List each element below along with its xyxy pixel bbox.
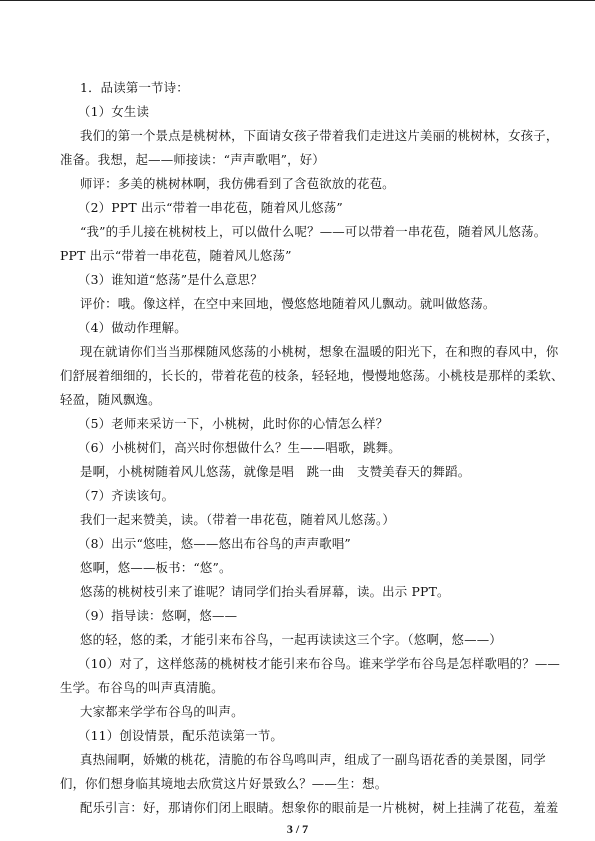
- text-line: 们，你们想身临其境地去欣赏这片好景致么？——生：想。: [60, 776, 388, 791]
- text-line: 们舒展着细细的，长长的，带着花苞的枝条，轻轻地，慢慢地悠荡。小桃枝是那样的柔软、: [60, 368, 564, 383]
- text-line: 是啊，小桃树随着风儿悠荡，就像是唱 跳一曲 支赞美春天的舞蹈。: [80, 464, 471, 479]
- text-line: （7）齐读该句。: [78, 488, 175, 503]
- text-line: （6）小桃树们，高兴时你想做什么？生——唱歌，跳舞。: [78, 440, 401, 455]
- text-line: 现在就请你们当当那棵随风悠荡的小桃树，想象在温暖的阳光下，在和煦的春风中，你: [80, 344, 559, 359]
- text-line: （1）女生读: [78, 104, 150, 119]
- text-line: （11）创设情景，配乐范读第一节。: [78, 728, 284, 743]
- text-line: （4）做动作理解。: [78, 320, 187, 335]
- text-line: （8）出示“悠哇，悠——悠出布谷鸟的声声歌唱”: [78, 536, 351, 551]
- text-line: 真热闹啊，娇嫩的桃花，清脆的布谷鸟鸣叫声，组成了一副鸟语花香的美景图，同学: [80, 752, 546, 767]
- text-line: 我们的第一个景点是桃树林，下面请女孩子带着我们走进这片美丽的桃树林，女孩子，: [80, 128, 559, 143]
- text-line: 1．品读第一节诗：: [80, 80, 189, 95]
- text-line: 评价：哦。像这样，在空中来回地，慢悠悠地随着风儿飘动。就叫做悠荡。: [80, 296, 496, 311]
- text-line: （3）谁知道“悠荡”是什么意思？: [78, 272, 263, 287]
- text-line: 大家都来学学布谷鸟的叫声。: [80, 704, 244, 719]
- text-line: 准备。我想，起——师接读：“声声歌唱”，好）: [60, 152, 325, 167]
- text-line: 悠荡的桃树枝引来了谁呢？请同学们抬头看屏幕，读。出示 PPT。: [80, 584, 450, 599]
- text-line: 生学。布谷鸟的叫声真清脆。: [60, 680, 224, 695]
- text-line: PPT 出示“带着一串花苞，随着风儿悠荡”: [60, 248, 292, 263]
- text-line: “我”的手儿接在桃树枝上，可以做什么呢？——可以带着一串花苞，随着风儿悠荡。: [80, 224, 547, 239]
- text-line: 悠的轻，悠的柔，才能引来布谷鸟，一起再读读这三个字。（悠啊，悠——）: [80, 632, 502, 647]
- text-line: （2）PPT 出示“带着一串花苞，随着风儿悠荡”: [78, 200, 343, 215]
- text-line: （9）指导读：悠啊，悠——: [78, 608, 238, 623]
- text-line: 师评：多美的桃树林啊，我仿佛看到了含苞欲放的花苞。: [80, 176, 395, 191]
- text-line: 我们一起来赞美，读。（带着一串花苞，随着风儿悠荡。）: [80, 512, 395, 527]
- text-line: （5）老师来采访一下，小桃树，此时你的心情怎么样？: [78, 416, 389, 431]
- text-line: 配乐引言：好，那请你们闭上眼睛。想象你的眼前是一片桃树，树上挂满了花苞，羞羞: [80, 800, 559, 815]
- text-line: 悠啊，悠——板书：“悠”。: [80, 560, 232, 575]
- page-number: 3 / 7: [286, 822, 309, 836]
- text-line: 轻盈，随风飘逸。: [60, 392, 161, 407]
- text-line: （10）对了，这样悠荡的桃树枝才能引来布谷鸟。谁来学学布谷鸟是怎样歌唱的？——: [78, 656, 561, 671]
